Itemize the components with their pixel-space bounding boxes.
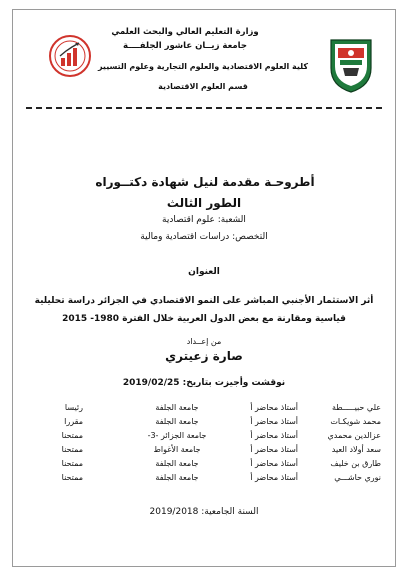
member-role: رئيسا <box>64 403 83 412</box>
member-name: طارق بن خليف <box>330 459 381 468</box>
thesis-specialty: التخصص: دراسات اقتصادية ومالية <box>140 232 268 242</box>
thesis-cycle: الطور الثالث <box>166 196 242 210</box>
committee-row <box>35 459 381 473</box>
committee-row <box>35 473 381 487</box>
member-university: جامعة الجلفة <box>155 403 199 412</box>
academic-year: السنة الجامعية: 2019/2018 <box>149 507 259 517</box>
defense-date: نوقشت وأجيزت بتاريخ: 2019/02/25 <box>122 378 286 388</box>
university-name: جامعة زيــان عاشور الجلفــــة <box>123 41 247 51</box>
member-role: ممتحنا <box>61 445 83 454</box>
committee-row <box>35 445 381 459</box>
member-name: عزالدين محمدي <box>327 431 381 440</box>
header-divider <box>26 107 382 109</box>
thesis-title-line2: قياسية ومقارنة مع بعض الدول العربية خلال الفترة 1980- 2015 <box>62 314 346 324</box>
committee-table <box>35 403 381 487</box>
member-university: جامعة الأغواط <box>153 445 201 454</box>
member-name: سعد أولاد العيد <box>331 445 381 454</box>
member-rank: أستاذ محاضر أ <box>250 473 298 482</box>
faculty-name: كلية العلوم الاقتصادية والعلوم التجارية وعلوم التسيير <box>97 62 309 71</box>
member-role: مقررا <box>64 417 83 426</box>
committee-row <box>35 431 381 445</box>
committee-row <box>35 403 381 417</box>
member-university: جامعة الجلفة <box>155 473 199 482</box>
member-role: ممتحنا <box>61 473 83 482</box>
prepared-by-label: من إعــداد <box>186 337 222 346</box>
member-university: جامعة الجزائر -3- <box>147 431 207 440</box>
member-rank: أستاذ محاضر أ <box>250 431 298 440</box>
document-page <box>12 9 396 567</box>
member-rank: أستاذ محاضر أ <box>250 417 298 426</box>
member-role: ممتحنا <box>61 459 83 468</box>
member-name: نوري حاشـــي <box>334 473 381 482</box>
member-rank: أستاذ محاضر أ <box>250 459 298 468</box>
member-university: جامعة الجلفة <box>155 459 199 468</box>
member-university: جامعة الجلفة <box>155 417 199 426</box>
thesis-title-line1: أثر الاستثمار الأجنبي المباشر على النمو الاقتصادي في الجزائر دراسة تحليلية <box>34 296 374 306</box>
member-rank: أستاذ محاضر أ <box>250 403 298 412</box>
member-role: ممتحنا <box>61 431 83 440</box>
author-name: صارة زعيتري <box>165 349 243 363</box>
title-label: العنوان <box>188 267 220 277</box>
ministry-name: وزارة التعليم العالي والبحث العلمي <box>111 27 259 37</box>
member-name: محمد شويكـات <box>330 417 381 426</box>
thesis-type: أطروحـة مقدمة لنيل شهادة دكتــوراه <box>95 175 315 189</box>
committee-row <box>35 417 381 431</box>
member-name: علي حبيـــــطة <box>332 403 381 412</box>
member-rank: أستاذ محاضر أ <box>250 445 298 454</box>
department-name: قسم العلوم الاقتصادية <box>158 82 248 91</box>
thesis-branch: الشعبة: علوم اقتصادية <box>162 215 246 225</box>
